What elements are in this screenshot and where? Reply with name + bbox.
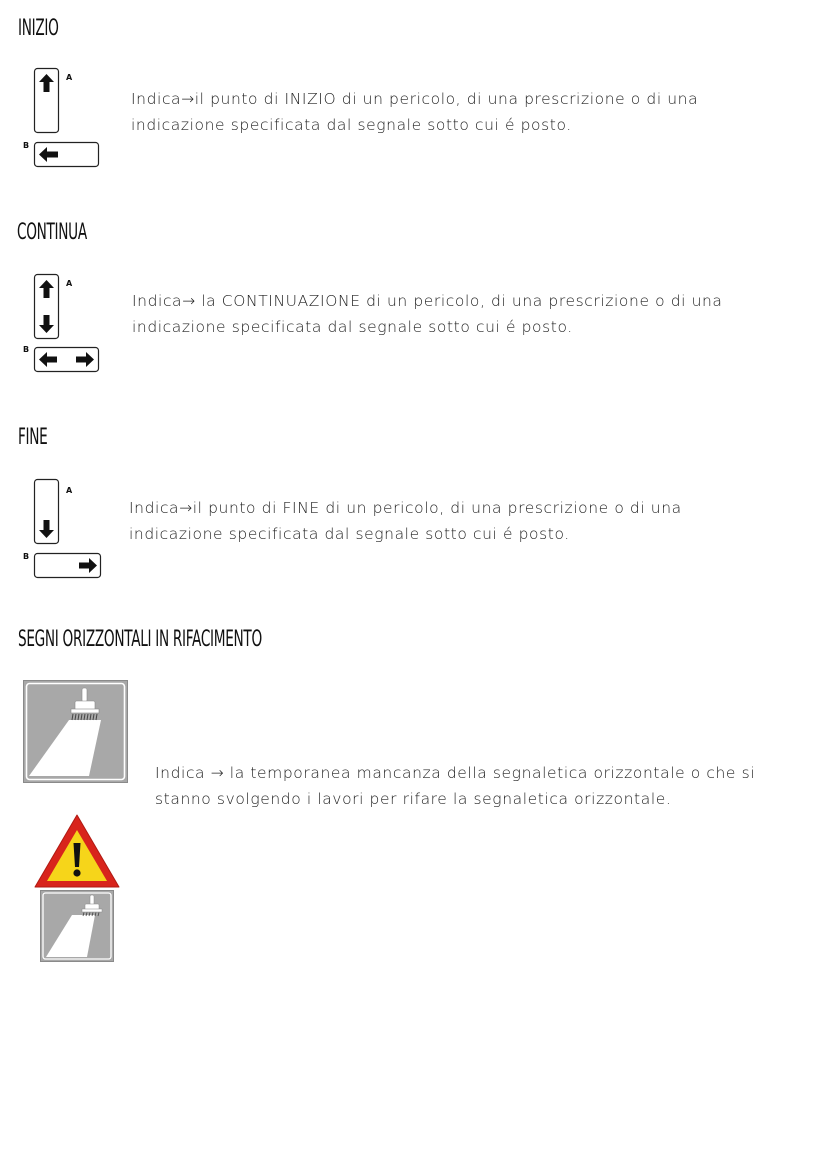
fine-sign (22, 477, 106, 581)
continua-description: Indica→ la CONTINUAZIONE di un pericolo, di una prescrizione o di una indicazione specificata dal segnale sotto cui é posto. (132, 292, 723, 336)
fine-description: Indica→il punto di FINE di un pericolo, di una prescrizione o di una indicazione specificata dal segnale sotto cui é posto. (129, 499, 682, 543)
label-b: B (23, 141, 30, 150)
inizio-description: Indica→il punto di INIZIO di un pericolo, di una prescrizione o di una indicazione specificata dal segnale sotto cui é posto. (131, 90, 699, 134)
inizio-sign-graphic (22, 66, 106, 172)
fine-sign-graphic (22, 477, 106, 581)
continua-sign (22, 272, 106, 376)
section-title-segni-orizzontali: SEGNI ORIZZONTALI IN RIFACIMENTO (18, 627, 262, 652)
label-a: A (66, 73, 73, 82)
warning-sign-graphic (33, 813, 123, 965)
warning-sign (33, 813, 123, 965)
road-marking-sign-graphic (23, 680, 129, 784)
inizio-sign (22, 66, 106, 172)
small-road-marking-sign (41, 891, 114, 962)
segni-orizzontali-description: Indica → la temporanea mancanza della segnaletica orizzontale o che si stanno svolgendo i lavori per rifare la segnaletica orizzontale. (155, 764, 756, 808)
continua-sign-graphic (22, 272, 106, 376)
warning-triangle-icon (35, 815, 119, 887)
section-title-inizio: INIZIO (18, 16, 59, 41)
section-title-continua: CONTINUA (17, 220, 87, 245)
label-b: B (23, 552, 30, 561)
label-b: B (23, 345, 30, 354)
road-marking-sign (23, 680, 129, 784)
label-a: A (66, 486, 73, 495)
label-a: A (66, 279, 73, 288)
section-title-fine: FINE (18, 425, 48, 450)
